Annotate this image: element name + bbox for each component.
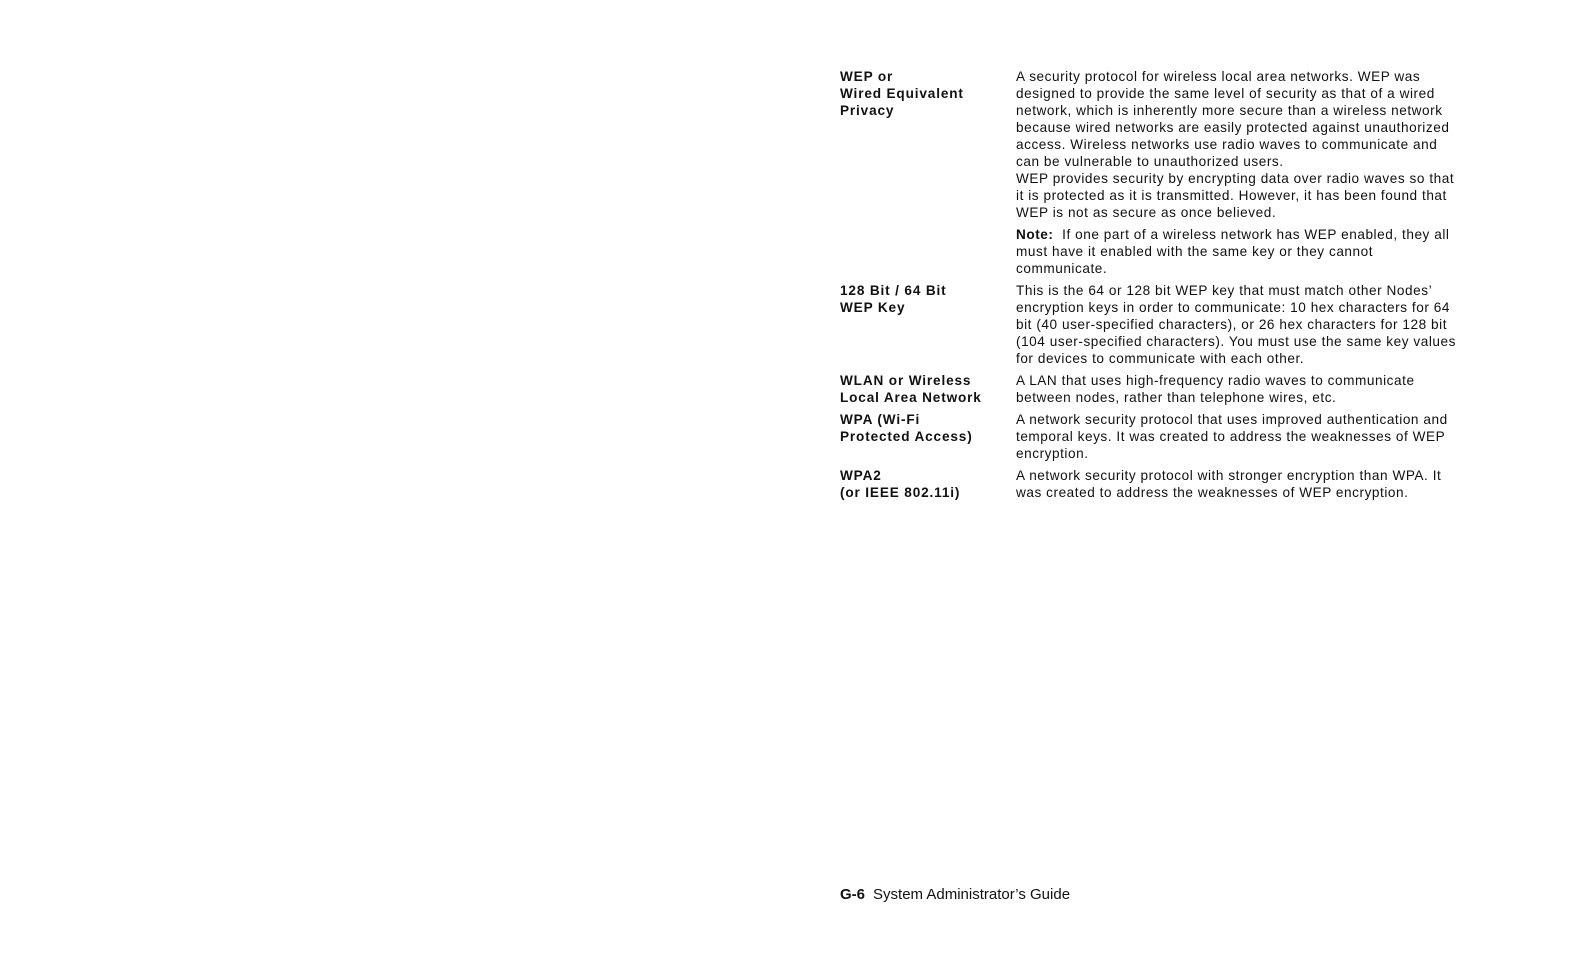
guide-title: System Administrator’s Guide — [873, 886, 1071, 903]
glossary-entry-wlan — [840, 372, 1460, 406]
glossary-definition — [1016, 282, 1456, 367]
glossary-term: WEP or Wired Equivalent Privacy — [840, 69, 964, 118]
glossary-term: WLAN or Wireless Local Area Network — [840, 373, 982, 405]
definition-paragraph: A LAN that uses high-frequency radio waves to communicate between nodes, rather than telephone wires, etc. — [1016, 373, 1415, 405]
definition-note — [1016, 226, 1456, 277]
glossary-entry-wpa2 — [840, 467, 1460, 501]
definition-paragraph: This is the 64 or 128 bit WEP key that must match other Nodes’ encryption keys in order to communicate: 10 hex characters for 64 bit (40 user-specified characters), or 26 hex characters for 128 bit (104 user-specified characters). You must use the same key values for devices to communicate with each other. — [1016, 283, 1456, 366]
note-label: Note: — [1016, 227, 1054, 242]
glossary-definition — [1016, 372, 1456, 406]
note-text: If one part of a wireless network has WEP enabled, they all must have it enabled with the same key or they cannot communicate. — [1016, 227, 1450, 276]
glossary-term: WPA (Wi-Fi Protected Access) — [840, 412, 973, 444]
definition-paragraph: A network security protocol with stronger encryption than WPA. It was created to address the weaknesses of WEP encryption. — [1016, 468, 1442, 500]
definition-paragraph: A security protocol for wireless local area networks. WEP was designed to provide the same level of security as that of a wired network, which is inherently more secure than a wireless network because wired networks are easily protected against unauthorized access. Wireless networks use radio waves to communicate and can be vulnerable to unauthorized users. — [1016, 69, 1450, 169]
glossary-definition — [1016, 467, 1456, 501]
glossary-entry-wpa — [840, 411, 1460, 462]
page-number: G-6 — [840, 886, 866, 903]
definition-paragraph: WEP provides security by encrypting data over radio waves so that it is protected as it is transmitted. However, it has been found that WEP is not as secure as once believed. — [1016, 171, 1455, 220]
page-footer — [840, 886, 1070, 904]
glossary-definition — [1016, 411, 1456, 462]
glossary-list — [840, 68, 1460, 506]
glossary-term: WPA2 (or IEEE 802.11i) — [840, 468, 961, 500]
glossary-definition — [1016, 68, 1456, 277]
glossary-entry-wep-key — [840, 282, 1460, 367]
glossary-term: 128 Bit / 64 Bit WEP Key — [840, 283, 947, 315]
glossary-entry-wep — [840, 68, 1460, 277]
definition-paragraph: A network security protocol that uses improved authentication and temporal keys. It was created to address the weaknesses of WEP encryption. — [1016, 412, 1448, 461]
